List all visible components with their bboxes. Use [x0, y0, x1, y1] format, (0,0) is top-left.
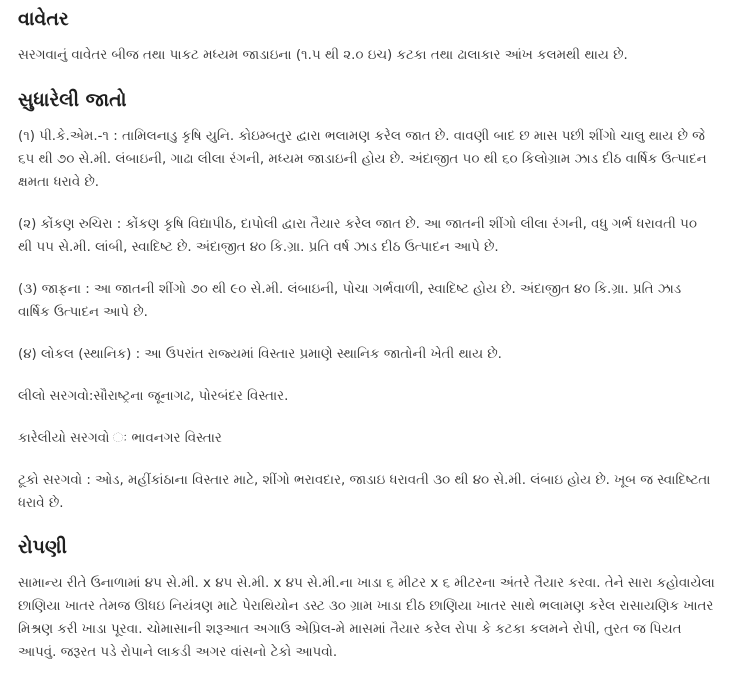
paragraph-kareliyo-drumstick: કારેલીયો સરગવો ઃ ભાવનગર વિસ્તાર [18, 431, 222, 446]
paragraph-variety-pkm1: (૧) પી.કે.એમ.-૧ : તામિલનાડુ કૃષિ યુનિ. કોઇમ્બતુર દ્વારા ભલામણ કરેલ જાત છે. વાવણી બાદ છ માસ પછી શીંગો ચાલુ થાય છે જે ૬૫ થી ૭૦ સે.મી. લંબાઇની, ગાઢા લીલા રંગની, મધ્યમ જાડાઇની હોય છે. અંદાજીત ૫૦ થી ૬૦ કિલોગ્રામ ઝાડ દીઠ વાર્ષિક ઉત્પાદન ક્ષમતા ધરાવે છે. [18, 129, 707, 190]
section-improved-varieties [18, 87, 715, 515]
paragraph-green-drumstick: લીલો સરગવો:સૌરાષ્ટ્રના જૂનાગઢ, પોરબંદર વિસ્તાર. [18, 389, 289, 404]
section-transplanting [18, 534, 715, 664]
section-heading-improved-varieties: સુધારેલી જાતો [18, 89, 127, 111]
section-heading-planting: વાવેતર [18, 8, 69, 30]
section-heading-transplanting: રોપણી [18, 536, 67, 558]
paragraph-variety-jaffna: (૩) જાફના : આ જાતની શીંગો ૭૦ થી ૯૦ સે.મી. લંબાઇની, પોચા ગર્ભવાળી, સ્વાદિષ્ટ હોય છે. અંદાજીત ૪૦ કિ.ગ્રા. પ્રતિ ઝાડ વાર્ષિક ઉત્પાદન આપે છે. [18, 282, 682, 320]
paragraph-variety-konkan-ruchira: (૨) કોંકણ રુચિરા : કોંકણ કૃષિ વિદ્યાપીઠ, દાપોલી દ્વારા તૈયાર કરેલ જાત છે. આ જાતની શીંગો લીલા રંગની, વધુ ગર્ભ ધરાવતી ૫૦ થી ૫૫ સે.મી. લાંબી, સ્વાદિષ્ટ છે. અંદાજીત ૪૦ કિ.ગ્રા. પ્રતિ વર્ષ ઝાડ દીઠ ઉત્પાદન આપે છે. [18, 217, 697, 255]
paragraph-planting-method: સરગવાનું વાવેતર બીજ તથા પાકટ મધ્યમ જાડાઇના (૧.૫ થી ૨.૦ ઇચ) કટકા તથા ઢાલાકાર આંખ કલમથી થાય છે. [18, 48, 628, 63]
section-planting [18, 6, 715, 67]
paragraph-variety-local: (૪) લોકલ (સ્થાનિક) : આ ઉપરાંત રાજ્યમાં વિસ્તાર પ્રમાણે સ્થાનિક જાતોની ખેતી થાય છે. [18, 347, 502, 362]
paragraph-transplanting-method: સામાન્ય રીતે ઉનાળામાં ૪૫ સે.મી. x ૪૫ સે.મી. x ૪૫ સે.મી.ના ખાડા ૬ મીટર x ૬ મીટરના અંતરે તૈયાર કરવા. તેને સારા કહોવાયેલા છાણિયા ખાતર તેમજ ઊધઇ નિયંત્રણ માટે પેરાથિયોન ડસ્ટ ૩૦ ગ્રામ ખાડા દીઠ છાણિયા ખાતર સાથે ભલામણ કરેલ રાસાયણિક ખાતર મિશ્રણ કરી ખાડા પૂરવા. ચોમાસાની શરૂઆત અગાઉ એપ્રિલ-મે માસમાં તૈયાર કરેલ રોપા કે કટકા કલમને રોપી, તુરત જ પિયત આપવું. જરૂરત પડે રોપાને લાકડી અગર વાંસનો ટેકો આપવો. [18, 576, 715, 660]
paragraph-short-drumstick: ટૂકો સરગવો : ઓડ, મહીંકાંઠાના વિસ્તાર માટે, શીંગો ભરાવદાર, જાડાઇ ધરાવતી ૩૦ થી ૪૦ સે.મી. લંબાઇ હોય છે. ખૂબ જ સ્વાદિષ્ટતા ધરાવે છે. [18, 473, 711, 511]
